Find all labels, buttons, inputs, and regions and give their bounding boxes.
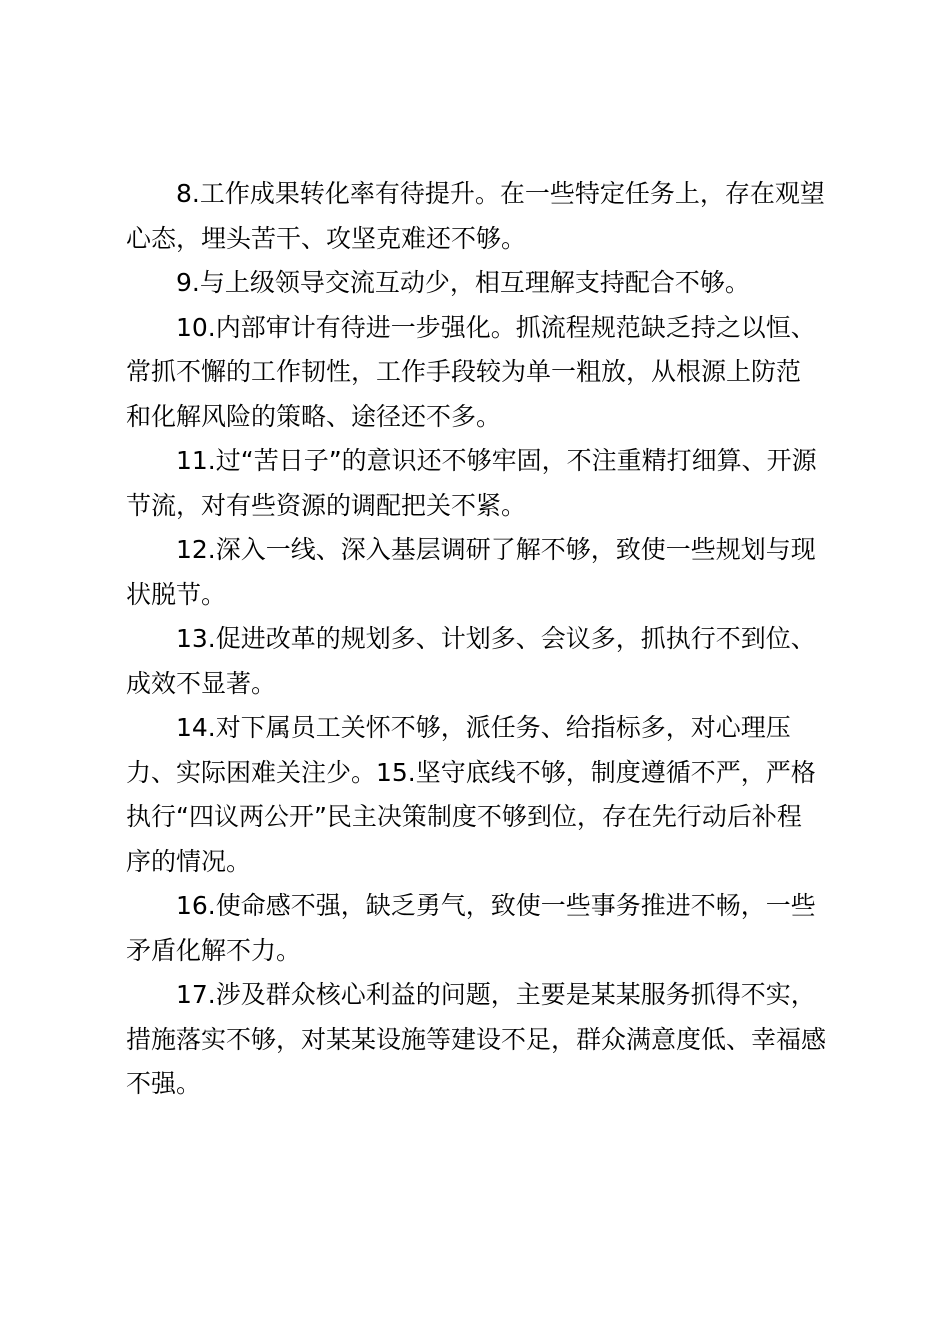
document-body (126, 172, 830, 1107)
text-line: 序的情况。 (126, 846, 252, 876)
text-line: 10.内部审计有待进一步强化。抓流程规范缺乏持之以恒、 (176, 312, 816, 342)
text-line: 不强。 (126, 1069, 202, 1098)
text-line: 力、实际困难关注少。15.坚守底线不够，制度遵循不严，严格 (126, 757, 816, 787)
text-line: 状脱节。 (126, 579, 227, 609)
text-line: 8.工作成果转化率有待提升。在一些特定任务上，存在观望 (176, 179, 825, 208)
text-line: 14.对下属员工关怀不够，派任务、给指标多，对心理压 (176, 713, 791, 742)
text-line: 矛盾化解不力。 (126, 935, 302, 965)
text-line: 9.与上级领导交流互动少，相互理解支持配合不够。 (176, 268, 750, 297)
text-line: 13.促进改革的规划多、计划多、会议多，抓执行不到位、 (176, 624, 816, 653)
text-line: 心态，埋头苦干、攻坚克难还不够。 (126, 223, 527, 253)
text-line: 12.深入一线、深入基层调研了解不够，致使一些规划与现 (176, 535, 816, 564)
text-line: 常抓不懈的工作韧性，工作手段较为单一粗放，从根源上防范 (126, 357, 802, 386)
text-line: 成效不显著。 (126, 668, 277, 698)
text-line: 17.涉及群众核心利益的问题，主要是某某服务抓得不实， (176, 980, 816, 1009)
text-line: 11.过“苦日子”的意识还不够牢固，不注重精打细算、开源 (176, 446, 817, 475)
text-line: 16.使命感不强，缺乏勇气，致使一些事务推进不畅，一些 (176, 891, 816, 920)
text-line: 节流，对有些资源的调配把关不紧。 (126, 490, 527, 520)
text-line: 措施落实不够，对某某设施等建设不足，群众满意度低、幸福感 (126, 1024, 827, 1054)
text-line: 和化解风险的策略、途径还不多。 (126, 401, 502, 431)
text-line: 执行“四议两公开”民主决策制度不够到位，存在先行动后补程 (126, 802, 802, 831)
